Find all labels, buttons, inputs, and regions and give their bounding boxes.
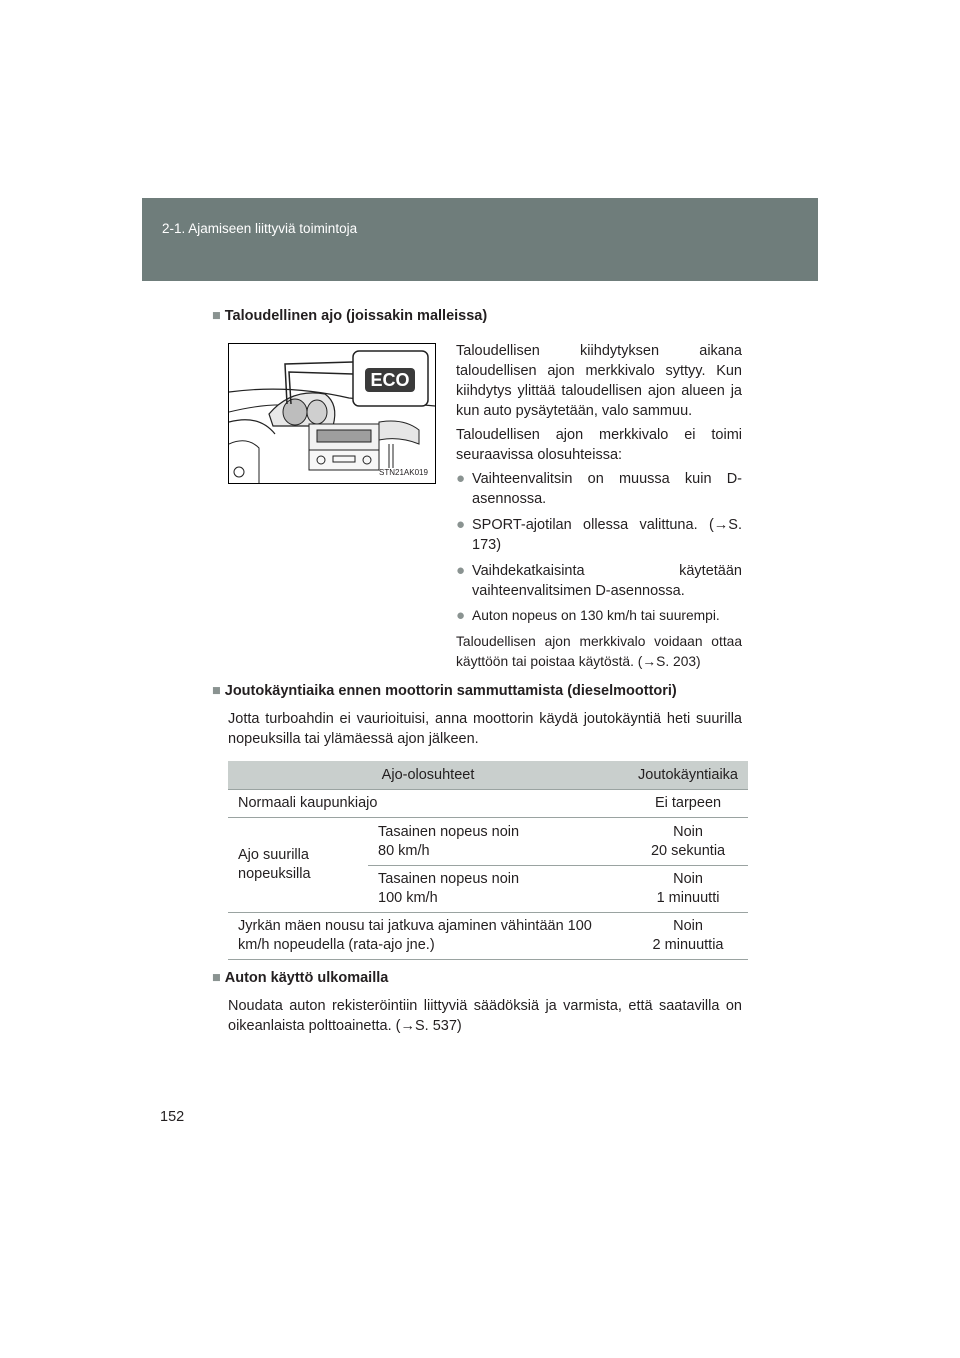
eco-indicator-figure [228,343,436,484]
eco-bullet-4: ● Auton nopeus on 130 km/h tai suurempi. [456,607,720,624]
table-cell-time: Noin 1 minuutti [628,866,748,913]
abroad-paragraph: Noudata auton rekisteröintiin liittyviä säädöksiä ja varmista, että saatavilla on oikeanlaista polttoainetta. (→S. 537) [228,998,742,1034]
circle-bullet-icon: ● [456,562,466,579]
eco-paragraph-2: Taloudellisen ajon merkkivalo ei toimi seuraavissa olosuhteissa: [456,427,742,463]
square-bullet-icon: ■ [212,970,221,986]
table-header-row [228,761,748,790]
chapter-title: 2-1. Ajamiseen liittyviä toimintoja [162,221,358,236]
square-bullet-icon: ■ [212,308,221,324]
eco-paragraph-1: Taloudellisen kiihdytyksen aikana taloudellisen ajon merkkivalo syttyy. Kun kiihdytys ylittää taloudellisen ajon alueen ja kun auto pysäytetään, valo sammuu. [456,343,742,419]
section-heading-idling: ■ Joutokäyntiaika ennen moottorin sammuttamista (dieselmoottori) [212,683,677,699]
table-cell-group: Ajo suurilla nopeuksilla [228,818,368,913]
table-row [228,913,748,960]
table-cell-condition: Tasainen nopeus noin 80 km/h [368,818,628,866]
idling-paragraph: Jotta turboahdin ei vaurioituisi, anna moottorin käydä joutokäyntiä heti suurilla nopeuksilla tai ylämäessä ajon jälkeen. [228,711,742,747]
chapter-header [142,198,818,281]
table-cell-time: Ei tarpeen [628,790,748,818]
eco-bullet-1: ● Vaihteenvalitsin on muussa kuin D-asennossa. [456,470,742,507]
idling-time-table [228,761,748,960]
eco-bullet-2: ● SPORT-ajotilan ollessa valittuna. (→S. 173) [456,516,742,553]
table-header-conditions: Ajo-olosuhteet [228,761,628,790]
circle-bullet-icon: ● [456,516,466,533]
circle-bullet-icon: ● [456,607,466,624]
dashboard-illustration [229,344,435,483]
table-cell-condition: Jyrkän mäen nousu tai jatkuva ajaminen vähintään 100 km/h nopeudella (rata-ajo jne.) [228,913,628,960]
table-cell-time: Noin 2 minuuttia [628,913,748,960]
section-heading-eco-driving: ■ Taloudellinen ajo (joissakin malleissa) [212,308,488,324]
figure-code: STN21AK019 [379,468,428,477]
eco-bullet-3: ● Vaihdekatkaisinta käytetään vaihteenvalitsimen D-asennossa. [456,562,742,599]
section-heading-abroad: ■ Auton käyttö ulkomailla [212,970,389,986]
table-row [228,790,748,818]
eco-paragraph-3: Taloudellisen ajon merkkivalo voidaan ottaa käyttöön tai poistaa käytöstä. (→S. 203) [456,634,742,669]
eco-indicator-label: ECO [370,370,410,390]
table-row [228,818,748,866]
table-cell-condition: Tasainen nopeus noin 100 km/h [368,866,628,913]
table-header-idle-time: Joutokäyntiaika [628,761,748,790]
page-number: 152 [160,1109,185,1125]
table-cell-condition: Normaali kaupunkiajo [228,790,628,818]
circle-bullet-icon: ● [456,470,466,487]
table-cell-time: Noin 20 sekuntia [628,818,748,866]
square-bullet-icon: ■ [212,683,221,699]
